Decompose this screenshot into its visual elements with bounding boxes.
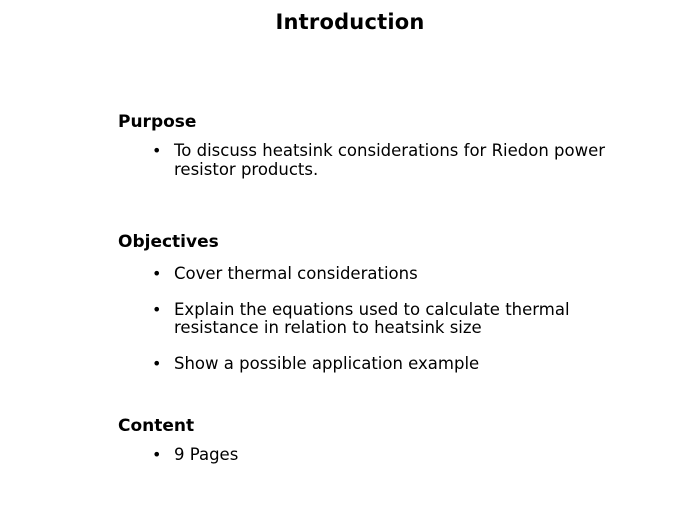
section-heading-purpose: Purpose [118,112,197,133]
list-item-text: To discuss heatsink considerations for Riedon power resistor products. [174,141,606,179]
bullet-dot-icon: • [152,445,162,465]
section-purpose [0,111,700,179]
list-item-text: Show a possible application example [174,353,480,373]
list-item-text: 9 Pages [174,445,239,465]
list-item-text: Explain the equations used to calculate thermal resistance in relation to heatsink size [174,299,570,338]
bullet-dot-icon: • [152,299,162,319]
list-item [152,446,624,464]
section-objectives [0,231,700,373]
bullet-dot-icon: • [152,353,162,373]
slide [0,10,700,518]
list-item [152,301,624,338]
list-item-text: Cover thermal considerations [174,264,418,284]
bullet-list-content [0,446,700,464]
section-heading-content: Content [118,416,195,437]
page-title: Introduction [275,10,425,34]
list-item [152,142,624,179]
section-heading-objectives: Objectives [118,232,219,253]
section-content [0,415,700,465]
bullet-list-purpose [0,142,700,179]
list-item [152,355,624,373]
slide-body [0,111,700,465]
bullet-dot-icon: • [152,141,162,161]
list-item [152,265,624,283]
bullet-dot-icon: • [152,264,162,284]
bullet-list-objectives [0,265,700,373]
